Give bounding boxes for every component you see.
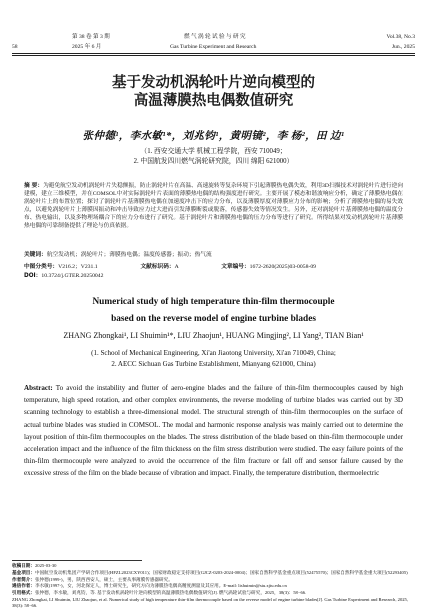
header-rule [12, 53, 415, 54]
abstract-cn-label: 摘 要： [24, 183, 44, 189]
footnote [12, 563, 415, 609]
affiliation-cn-2: 2. 中国航发四川燃气涡轮研究院，四川 绵阳 621000） [133, 158, 294, 165]
page-number: 58 [12, 44, 18, 50]
affiliation-en-2: 2. AECC Sichuan Gas Turbine Establishment, Mianyang 621000, China) [111, 360, 316, 368]
fund-info: 基金项目：中国航空发动机集团产学研合作项目(HFZL2023CXY011)；国家财政稳定支持项目(GJCZ-0203-2024-0004)；国家自然科学基金重点项目(52475570)；国家自然科学基金重大项目(52293405) [12, 569, 408, 576]
footnote-rule [12, 560, 142, 561]
affiliation-en-1: (1. School of Mechanical Engineering, Xi'an Jiaotong University, Xi'an 710049, China; [91, 349, 336, 357]
author-bio: 作者简介：张仲德(1999-)，男，陕西西安人，硕士，主要从事薄膜传感器研究。 [12, 576, 173, 583]
clc-line [24, 261, 316, 270]
abstract-cn [24, 183, 403, 230]
doi-value: 10.3724/j.GTER.20250042 [41, 273, 104, 279]
abstract-en-label: Abstract: [24, 384, 53, 392]
paper-title-cn-line1: 基于发动机涡轮叶片逆向模型的 [112, 75, 315, 91]
received-date: 收稿日期：2025-03-30 [12, 563, 57, 569]
journal-name-en: Gas Turbine Experiment and Research [170, 44, 257, 50]
authors-en: ZHANG Zhongkai¹, LI Shuimin¹*, LIU Zhaojun¹, HUANG Mingjing², LI Yang², TIAN Bian¹ [63, 331, 364, 340]
doc-code-label: 文献标识码： [140, 264, 175, 270]
doi-line [24, 270, 103, 279]
clc-value: V216.2；V231.1 [58, 264, 98, 270]
keywords-cn-text: 航空发动机；涡轮叶片；薄膜热电偶；温度传感器；振动；热气流 [46, 252, 212, 258]
doc-code-value: A [174, 264, 179, 270]
corresponding-author: 通信作者：李水敏(1997-)，女，河北保定人，博士研究生，研究方向为薄膜热电偶高精度测量及其应用。E-mail: lishuimin@stu.xjtu.edu.cn [12, 583, 287, 590]
paper-title-en-line2: based on the reverse model of engine turbine blades [111, 314, 316, 324]
doi-label: DOI： [24, 273, 42, 279]
journal-name-cn: 燃 气 涡 轮 试 验 与 研 究 [184, 34, 246, 40]
article-no-value: 1672-2620(2025)03-0058-09 [249, 264, 317, 270]
date-cn: 2025 年 6 月 [72, 44, 102, 50]
abstract-cn-text: 为避免航空发动机涡轮叶片失稳颤振，防止涡轮叶片在高温、高速旋转等复杂环境下引起薄膜热电偶失效，利用3D扫描技术对涡轮叶片进行逆向建模，建立三维模型，并在COMSOL中对实际涡轮叶片表面的薄膜热电偶的结构强度进行研究。主要开展了模态和谐波响应分析，确定了薄膜热电偶在涡轮叶片上的布置位置；探讨了涡轮叶片基薄膜热电偶在加速度冲击下的应力分布，以及薄膜厚度对薄膜应力分布的影响；分析了薄膜热电偶的易失效点，以避免涡轮叶片上薄膜因振动和冲击导致应力过大进而引发薄膜断裂或脱落，传感器失效等情况发生。另外，还对涡轮叶片基薄膜热电偶的温度分布、热电输出，以及多物理场耦合下的应力分布进行了研究。基于涡轮叶片和薄膜热电偶的压力分布等进行了研究。所得结果对发动机涡轮叶片基薄膜热电偶的可靠制备提供了理论与仿真依据。 [24, 183, 404, 229]
citation: 引用格式：张仲德，李水敏，刘兆钧，等. 基于发动机涡轮叶片逆向模型的高温薄膜热电偶数值研究[J]. 燃气涡轮试验与研究，2025，38(3)：58−66. [12, 590, 307, 597]
paper-title-en-line1: Numerical study of high temperature thin-film thermocouple [92, 297, 335, 307]
volume-issue-cn: 第 38 卷 第 3 期 [72, 34, 110, 40]
paper-title-cn-line2: 高温薄膜热电偶数值研究 [133, 93, 294, 109]
keywords-cn [24, 252, 403, 260]
authors-cn: 张仲德¹，李水敏¹*，刘兆钧¹，黄明镜²，李 杨²，田 边¹ [82, 131, 345, 142]
paper-title-cn [0, 74, 427, 110]
abstract-en-text: To avoid the instability and flutter of aero-engine blades and the failure of thin-film thermocouples caused by high temperature, high speed rotation, and other complex environments, the reverse modeling of turbine blades was carried out by 3D scanning technology to establish a three-dimensional model. The structural strength of thin-film thermocouples on the surface of actual turbine blades was studied in COMSOL. The modal and harmonic response analysis was mainly carried out to determine the layout position of thin-film thermocouples on the blades. The stress distribution of the blade based on thin-film thermocouple under acceleration impact and the influence of the film thickness on the film stress distribution were studied. The easy failure points of the thin-film thermocouple were analyzed to avoid the occurrence of the film fracture or fall off and sensor failure caused by the excessive stress of the film on the blade because of vibration and impact. Finally, the temperature distribution, thermoelectric [24, 384, 404, 478]
date-en: Jun., 2025 [391, 44, 415, 50]
clc-label: 中图分类号： [24, 264, 59, 270]
abstract-en [24, 382, 403, 480]
volume-issue-en: Vol.38, No.3 [386, 34, 415, 40]
keywords-cn-label: 关键词： [24, 252, 47, 258]
paper-title-en [0, 294, 427, 328]
header-rule-2 [12, 55, 415, 56]
affiliation-cn-1: （1. 西安交通大学 机械工程学院，西安 710049； [140, 148, 287, 155]
article-no-label: 文章编号： [221, 264, 250, 270]
citation-en: ZHANG Zhongkai, LI Shuimin, LIU Zhaojun, et al. Numerical study of high temperature thin-film thermocouple based on the reverse model of engine turbine blades[J]. Gas Turbine Experiment and Research, 2025, 38(3): 58−66. [12, 596, 408, 608]
